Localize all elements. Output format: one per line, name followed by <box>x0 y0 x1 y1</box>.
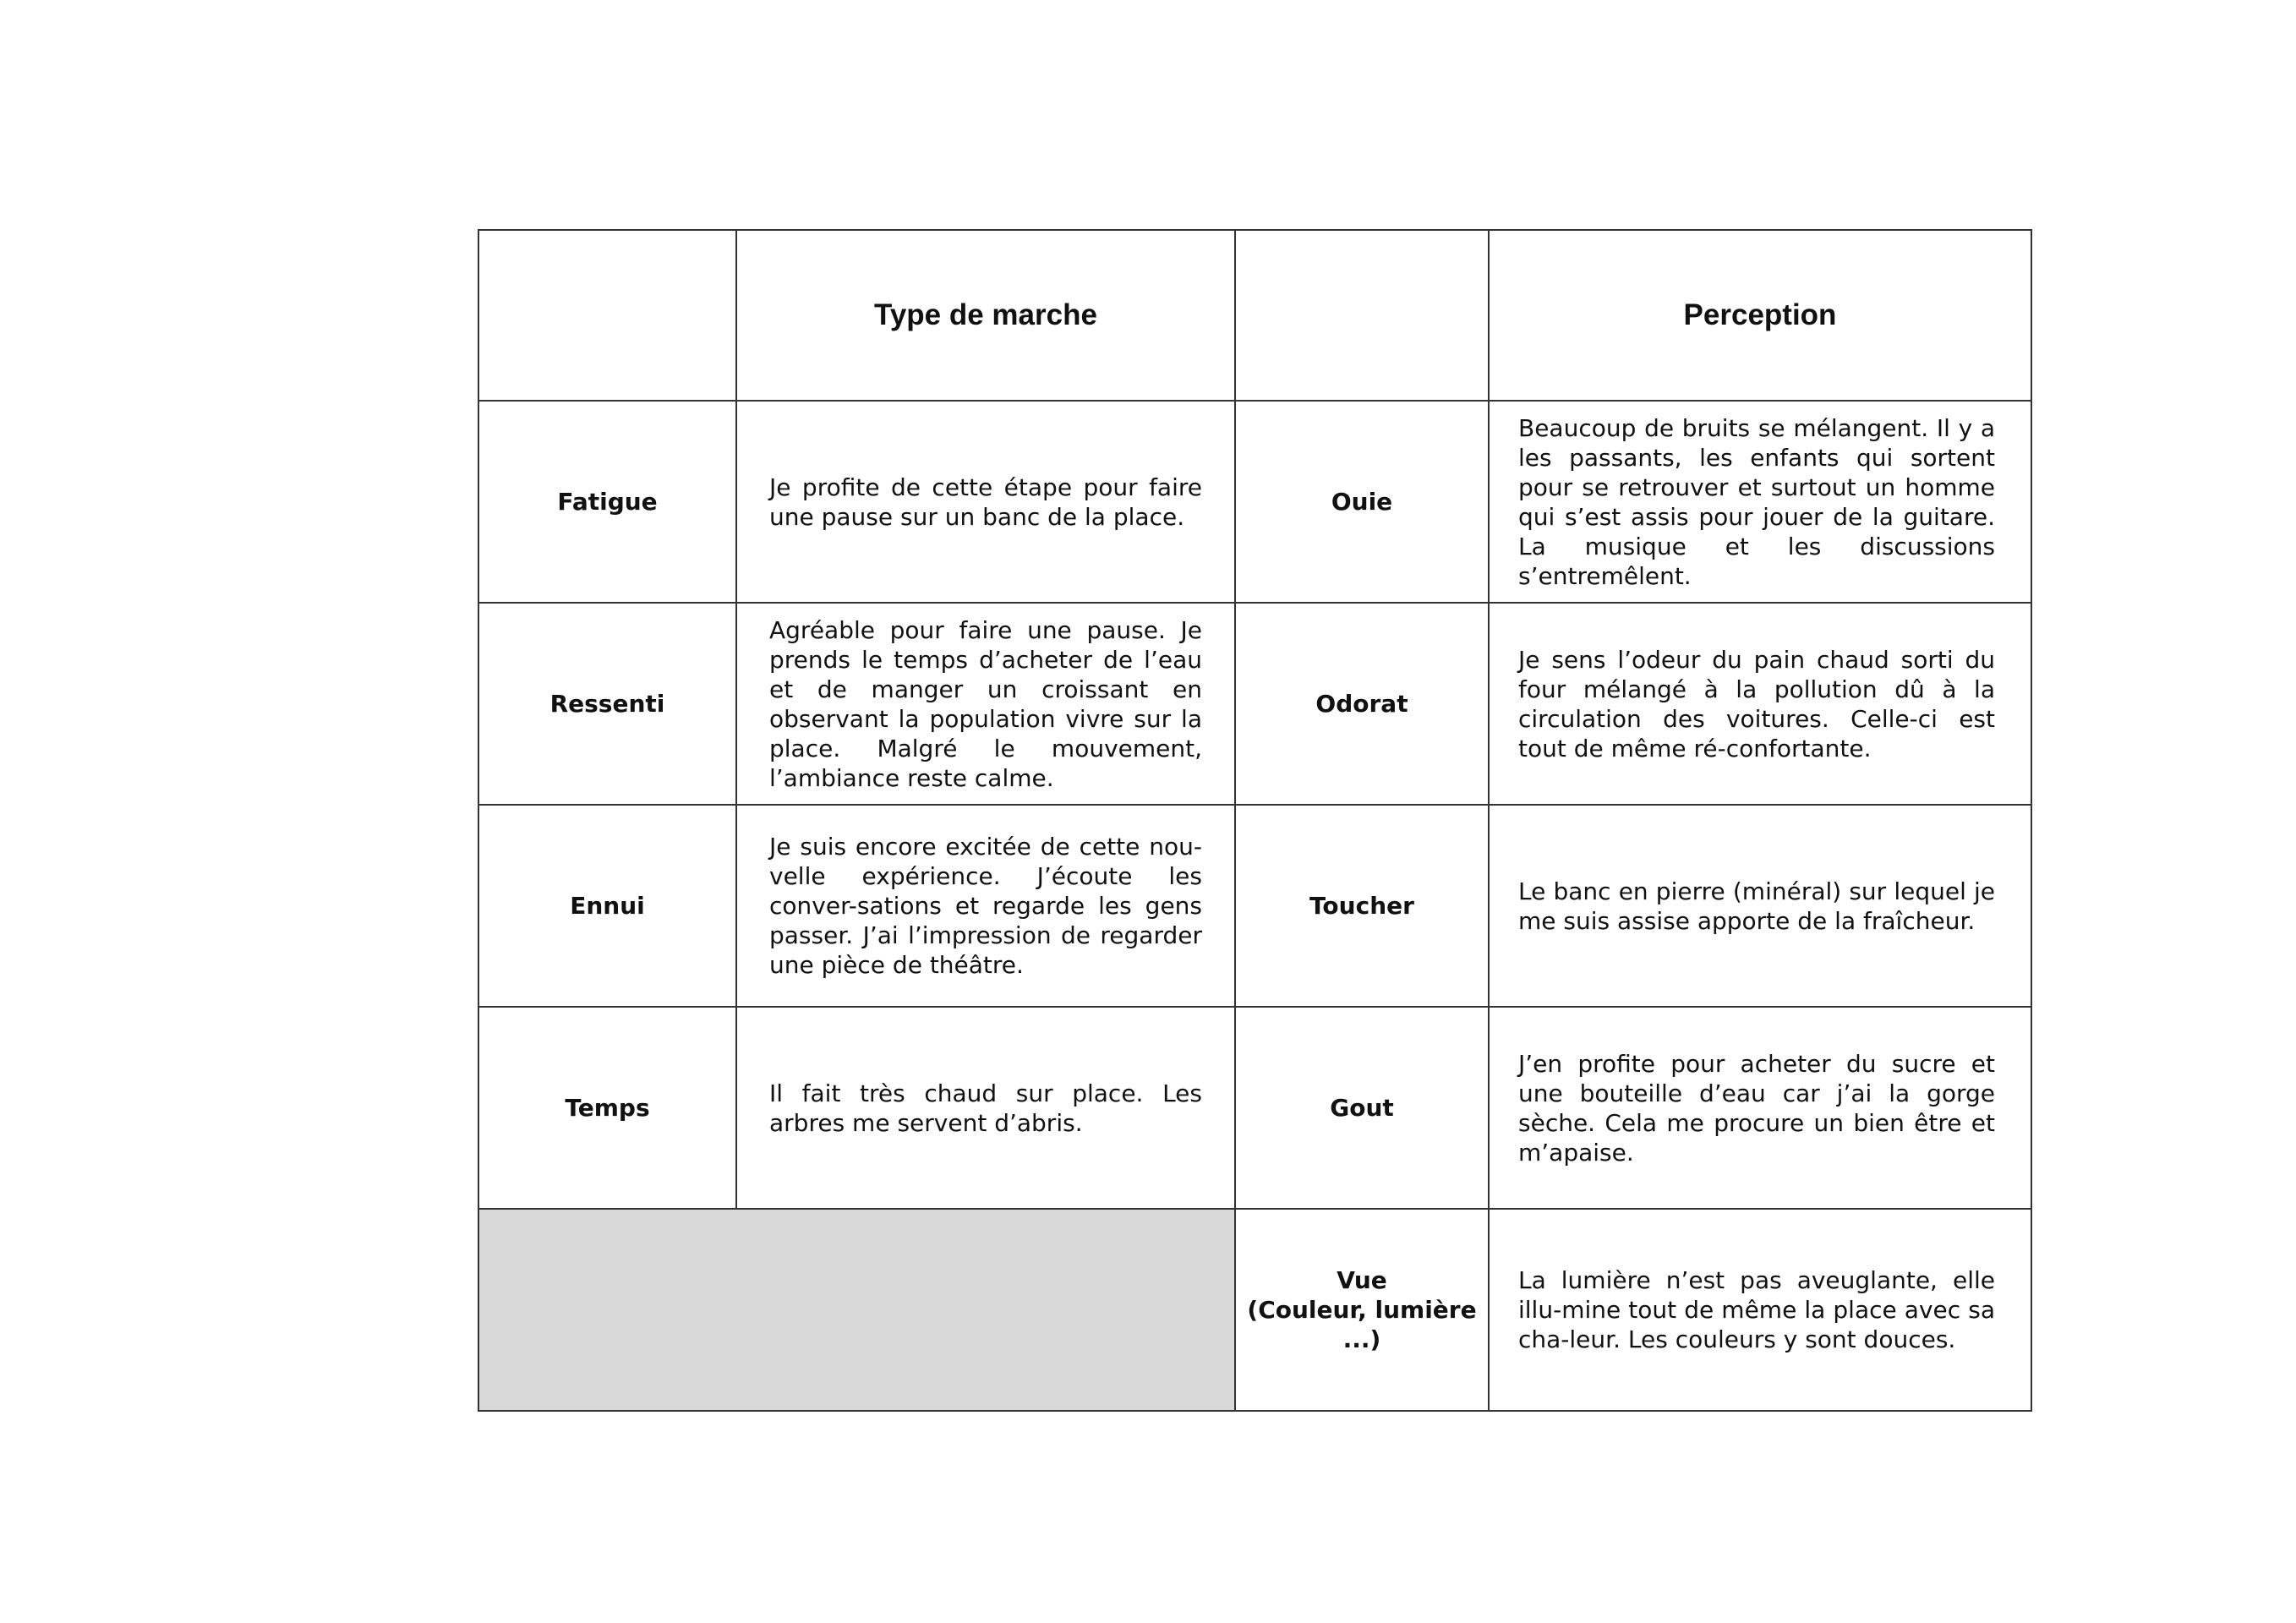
row-label: Temps <box>478 1007 736 1209</box>
sense-label: Toucher <box>1235 805 1489 1007</box>
sense-label-subtitle: (Couleur, lumière ...) <box>1247 1296 1477 1353</box>
perception-text: Le banc en pierre (minéral) sur lequel je me suis assise apporte de la fraîcheur. <box>1489 805 2031 1007</box>
table-row <box>478 805 2031 1007</box>
table-row-vue <box>478 1209 2031 1411</box>
row-label: Ennui <box>478 805 736 1007</box>
header-type-de-marche: Type de marche <box>736 230 1235 401</box>
sense-label: Gout <box>1235 1007 1489 1209</box>
header-empty-cell <box>478 230 736 401</box>
perception-text: J’en profite pour acheter du sucre et une bouteille d’eau car j’ai la gorge sèche. Cela me procure un bien être et m’apaise. <box>1489 1007 2031 1209</box>
marche-text: Il fait très chaud sur place. Les arbres me servent d’abris. <box>736 1007 1235 1209</box>
table-row <box>478 603 2031 805</box>
marche-text: Je profite de cette étape pour faire une pause sur un banc de la place. <box>736 401 1235 603</box>
perception-text: La lumière n’est pas aveuglante, elle illu-mine tout de même la place avec sa cha-leur. Les couleurs y sont douces. <box>1489 1209 2031 1411</box>
sense-label-vue <box>1235 1209 1489 1411</box>
header-empty-cell-2 <box>1235 230 1489 401</box>
grey-empty-cell <box>478 1209 1235 1411</box>
marche-text: Je suis encore excitée de cette nou-velle expérience. J’écoute les conver-sations et regarde les gens passer. J’ai l’impression de regarder une pièce de théâtre. <box>736 805 1235 1007</box>
perception-text: Je sens l’odeur du pain chaud sorti du four mélangé à la pollution dû à la circulation des voitures. Celle-ci est tout de même ré-confortante. <box>1489 603 2031 805</box>
sense-label: Odorat <box>1235 603 1489 805</box>
header-perception: Perception <box>1489 230 2031 401</box>
table-row <box>478 1007 2031 1209</box>
sense-label-line: Vue <box>1337 1266 1387 1294</box>
sense-label: Ouie <box>1235 401 1489 603</box>
perception-text: Beaucoup de bruits se mélangent. Il y a les passants, les enfants qui sortent pour se retrouver et surtout un homme qui s’est assis pour jouer de la guitare. La musique et les discussions s’entremêlent. <box>1489 401 2031 603</box>
header-row <box>478 230 2031 401</box>
row-label: Fatigue <box>478 401 736 603</box>
marche-text: Agréable pour faire une pause. Je prends le temps d’acheter de l’eau et de manger un croissant en observant la population vivre sur la place. Malgré le mouvement, l’ambiance reste calme. <box>736 603 1235 805</box>
walk-perception-table <box>478 229 2032 1412</box>
table-row <box>478 401 2031 603</box>
row-label: Ressenti <box>478 603 736 805</box>
